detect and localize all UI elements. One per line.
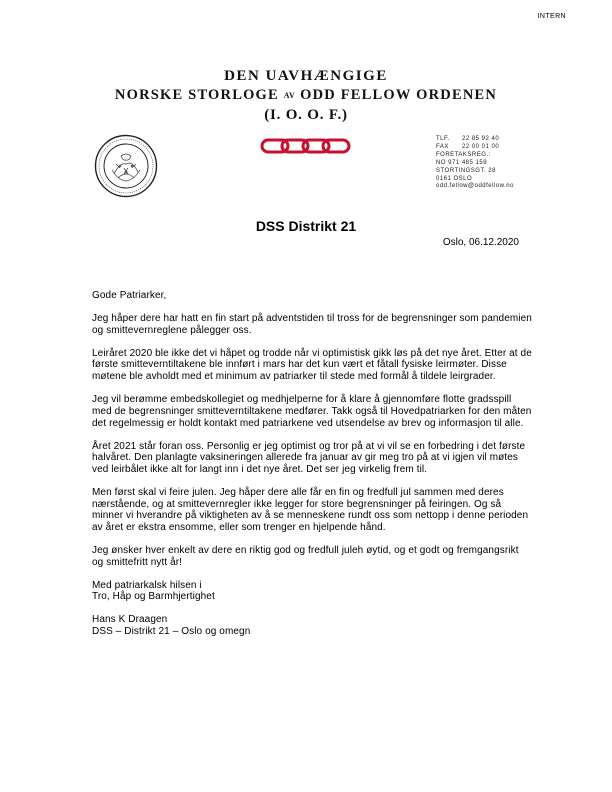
signature	[92, 614, 532, 637]
contact-block	[436, 136, 514, 191]
paragraph: Leiråret 2020 ble ikke det vi håpet og trodde når vi optimistisk gikk løs på det nye året. Etter at de første smitteverntiltakene ble innført i mars har det kun vært et fåtall fysiske leirmøter. Disse møtene ble avholdt med et minimum av patriarker til stede med formål å tildele leirgrader.	[92, 347, 532, 383]
contact-row: 0161 OSLO	[436, 175, 473, 182]
paragraph: Men først skal vi feire julen. Jeg håper dere alle får en fin og fredfull jul sammen med deres nærstående, og at smittevernregler ikke legger for store begrensninger på feiringen. Og så minner vi hverandre på viktigheten av å se menneskene rundt oss som nettopp i denne perioden av året er ekstra ensomme, eller som trenger en hjelpende hånd.	[92, 486, 529, 534]
org-name-line-3: (I. O. O. F.)	[264, 107, 348, 123]
letter-body	[92, 290, 532, 649]
org-name-line-2-part-a: NORSKE STORLOGE	[114, 87, 284, 103]
org-name-line-2-av: AV	[283, 91, 296, 100]
org-name-line-2	[0, 87, 612, 104]
contact-row: TLF. 22 85 92 40	[436, 136, 500, 142]
signer-title: DSS – Distrikt 21 – Oslo og omegn	[92, 626, 251, 638]
chain-links-logo-icon	[260, 138, 352, 154]
contact-row: NO 971 485 159	[436, 159, 488, 166]
closing	[92, 580, 532, 603]
order-seal-icon	[94, 134, 158, 198]
document-heading: DSS Distrikt 21	[255, 218, 357, 234]
signer-name: Hans K Draagen	[92, 614, 168, 626]
classification-label: INTERN	[537, 13, 566, 20]
org-name-line-1: DEN UAVHÆNGIGE	[224, 68, 388, 84]
paragraph: Jeg ønsker hver enkelt av dere en riktig god og fredfull juleh øytid, og et godt og fremgangsrikt og smittefritt nytt år!	[92, 545, 519, 568]
paragraph: Jeg vil berømme embedskollegiet og medhjelperne for å klare å gjennomføre flotte gradsspill med de begrensninger smitteverntiltakene medfører. Takk også til Hovedpatriarken for den måten det regelmessig er holdt kontakt med patriarkene ved utsendelse av brev og informasjon til alle.	[92, 394, 532, 429]
paragraph: Året 2021 står foran oss. Personlig er jeg optimist og tror på at vi vil se en forbedring i det første halvåret. Den planlagte vaksineringen allerede fra januar av gir meg tro på at vi igjen vil møtes ved leirbålet ikke alt for langt inn i det nye året. Det ser jeg virkelig frem til.	[92, 440, 526, 475]
greeting: Gode Patriarker,	[92, 290, 167, 301]
closing-line-2: Tro, Håp og Barmhjertighet	[92, 591, 215, 603]
document-date: Oslo, 06.12.2020	[442, 237, 519, 248]
closing-line-1: Med patriarkalsk hilsen i	[92, 579, 202, 591]
paragraph: Jeg håper dere har hatt en fin start på adventstiden til tross for de begrensninger som pandemien og smittevernreglene pålegger oss.	[92, 313, 532, 336]
org-name-line-2-part-b: ODD FELLOW ORDENEN	[295, 87, 498, 103]
contact-email[interactable]: odd.fellow@oddfellow.no	[436, 183, 514, 190]
contact-row: FAX 22 00 01 00	[436, 143, 500, 150]
contact-row: FORETAKSREG.:	[436, 151, 491, 158]
contact-row: STORTINGSGT. 28	[436, 167, 496, 174]
